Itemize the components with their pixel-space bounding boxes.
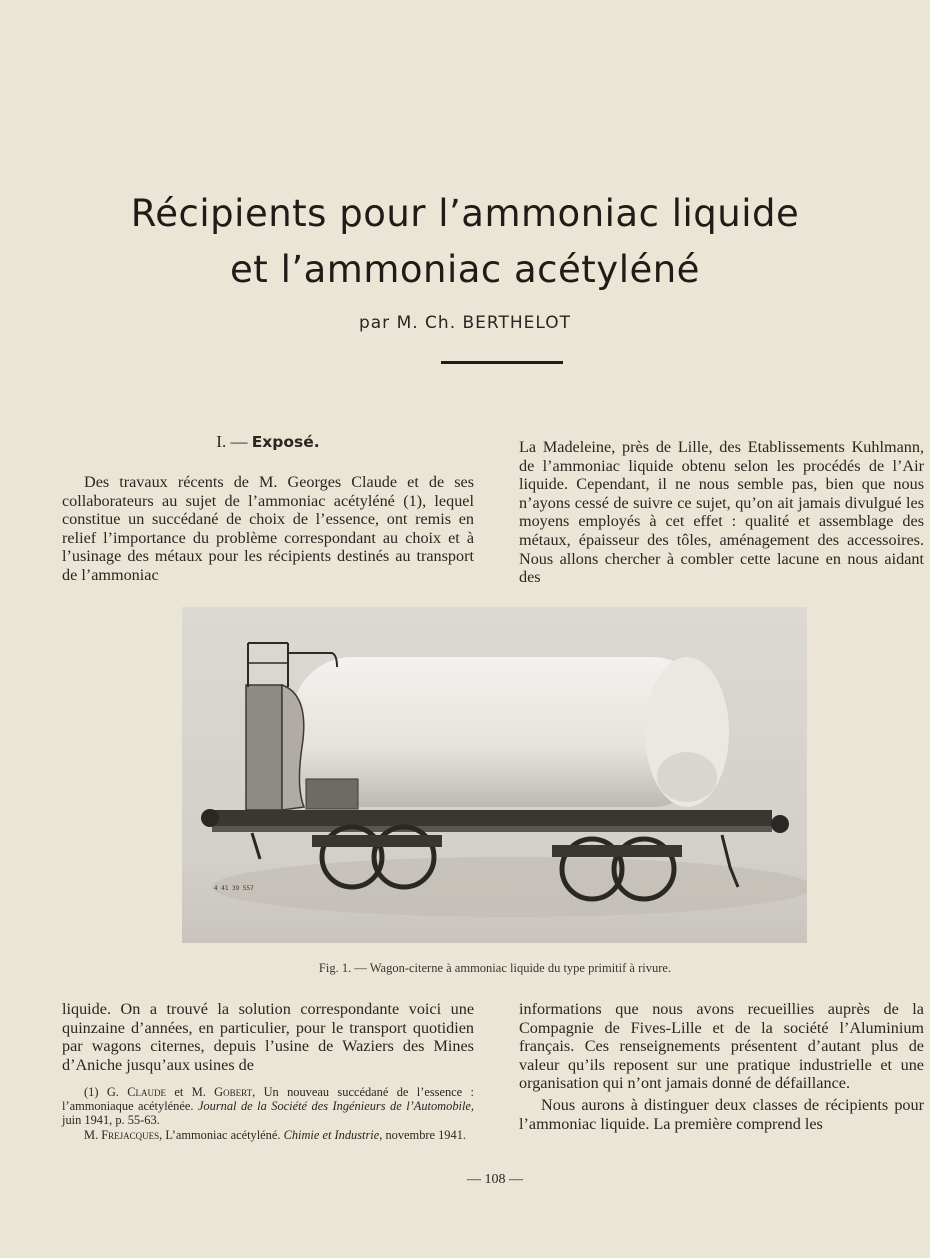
footnote-text: et (174, 1085, 184, 1099)
figure-caption: Fig. 1. — Wagon-citerne à ammoniac liquide du type primitif à rivure. (318, 961, 672, 975)
figure-tank-wagon-photo (182, 607, 807, 943)
section-title: Exposé. (251, 433, 320, 451)
footnote-journal: Chimie et Industrie, (283, 1127, 383, 1142)
author-byline: par M. Ch. BERTHELOT (358, 313, 572, 333)
text-column-right-top (519, 438, 924, 587)
footnote-1 (62, 1085, 474, 1128)
footnote-text: juin 1941, p. 55-63. (62, 1113, 160, 1128)
paragraph: Des travaux récents de M. Georges Claude et de ses collaborateurs au sujet de l’ammoniac acétyléné (1), lequel constitue un succédané de choix de l’essence, ont remis en relief l’importance du problème correspondant au choix et à l’usinage des métaux pour les récipients destinés au transport de l’ammoniac (62, 473, 474, 584)
title-divider (441, 361, 563, 364)
paragraph: La Madeleine, près de Lille, des Etablissements Kuhlmann, de l’ammoniac liquide obtenu selon les procédés de l’Air liquide. Cependant, il ne nous semble pas, bien que nous n’ayons cessé de suivre ce sujet, qu’on ait jamais divulgué les moyens employés à cet effet : qualité et assemblage des métaux, épaisseur des tôles, aménagement des accessoires. Nous allons chercher à combler cette lacune en nous aidant des (519, 438, 924, 587)
footnotes (62, 1085, 474, 1142)
footnote-marker: (1) (84, 1085, 99, 1099)
text-column-left-top (62, 473, 474, 585)
wagon-plate-text: 4 41 39 557 (214, 885, 254, 892)
paragraph: liquide. On a trouvé la solution correspondante voici une quinzaine d’années, en particulier, pour le transport quotidien par wagons citernes, depuis l’usine de Waziers des Mines d’Aniche jusqu’aux usines de (62, 1000, 474, 1074)
title-line-1: Récipients pour l’ammoniac liquide (130, 192, 800, 235)
paragraph: informations que nous avons recueillies auprès de la Compagnie de Fives-Lille et de la société l’Aluminium français. Ces renseignements présentent d’autant plus de valeur qu’ils reposent sur une pratique industrielle et une organisation qui n’ont jamais donné de défaillance. (519, 1000, 924, 1093)
section-number: I. — (216, 432, 248, 451)
text-column-right-bottom (519, 1000, 924, 1133)
footnote-author: M. Frejacques, (84, 1127, 163, 1142)
footnote-text: novembre 1941. (385, 1127, 466, 1142)
text-column-left-bottom (62, 1000, 474, 1074)
article-title (0, 186, 930, 298)
footnote-author: G. Claude (106, 1085, 166, 1099)
page-number: — 108 — (467, 1172, 523, 1187)
footnote-text: L’ammoniac acétyléné. (165, 1127, 281, 1142)
footnote-journal: Journal de la Société des Ingénieurs de l’Automobile, (197, 1099, 474, 1114)
title-line-2: et l’ammoniac acétyléné (230, 248, 700, 291)
paragraph: Nous aurons à distinguer deux classes de récipients pour l’ammoniac liquide. La première comprend les (519, 1095, 924, 1133)
tank-wagon-illustration (182, 607, 807, 943)
footnote-text: Un nouveau succédané de l’essence : l’ammoniaque acétylénée. (62, 1085, 474, 1114)
footnote-2 (62, 1128, 474, 1142)
footnote-author: M. Gobert, (191, 1085, 256, 1099)
section-heading (62, 432, 474, 452)
